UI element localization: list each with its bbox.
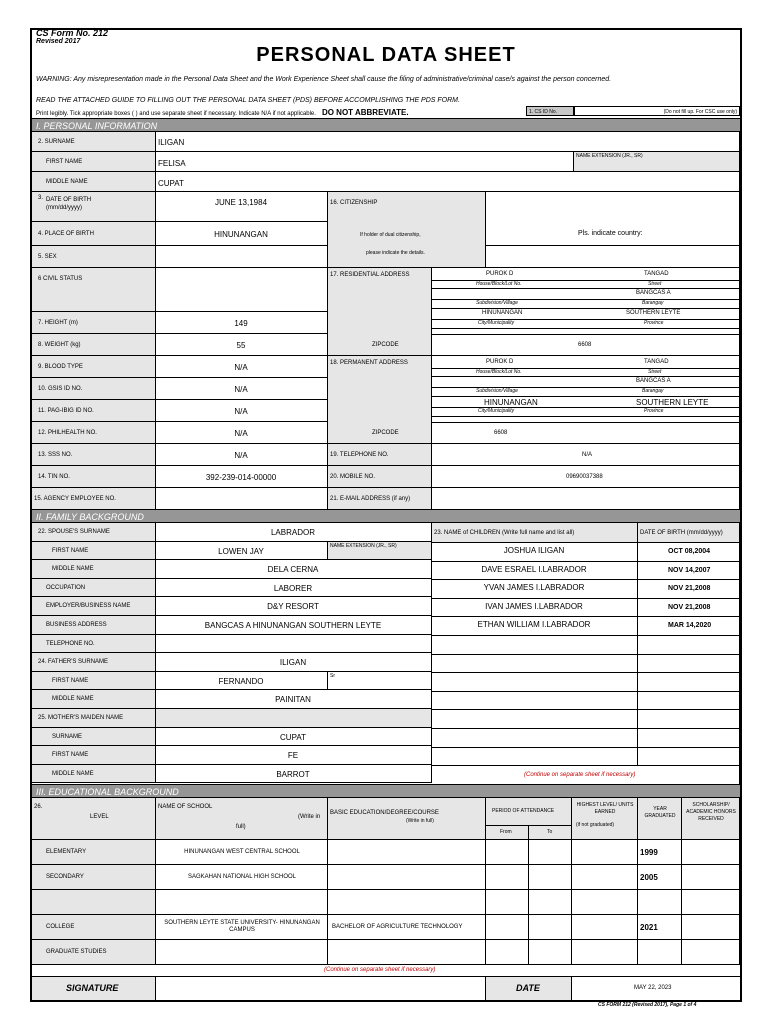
mother-maiden-name-label: 25. MOTHER'S MAIDEN NAME — [38, 715, 124, 721]
spouse-first-name-field[interactable] — [156, 542, 328, 561]
height-label-cell: 7. HEIGHT (m) — [32, 312, 156, 334]
spouse-business-address-field[interactable] — [156, 616, 432, 635]
child-name: YVAN JAMES I.LABRADOR — [483, 583, 585, 593]
edu-to-field[interactable] — [529, 940, 572, 965]
edu-highest-header: HIGHEST LEVEL/ UNITS EARNED (if not graduated) — [572, 798, 638, 840]
edu-to-field[interactable] — [529, 915, 572, 940]
mother-maiden-name-field — [156, 709, 432, 728]
pagibig-field[interactable]: N/A — [156, 400, 328, 422]
edu-school: HINUNANGAN WEST CENTRAL SCHOOL — [184, 849, 300, 855]
edu-from-field[interactable] — [486, 940, 529, 965]
mother-middle-name-field[interactable] — [156, 765, 432, 784]
edu-level: GRADUATE STUDIES — [46, 949, 107, 955]
residential-address-label-cell: 17. RESIDENTIAL ADDRESS — [328, 268, 432, 356]
pob-label-cell: 4. PLACE OF BIRTH — [32, 222, 156, 246]
child-name-field[interactable] — [432, 543, 638, 562]
mother-surname-label-cell — [32, 728, 156, 747]
edu-level-header: 26. LEVEL — [32, 798, 156, 840]
edu-school-field[interactable] — [156, 915, 328, 940]
email-field[interactable] — [432, 488, 740, 510]
edu-level: ELEMENTARY — [46, 849, 87, 855]
edu-level-cell — [32, 840, 156, 865]
spouse-surname-label-cell — [32, 523, 156, 542]
edu-honors-field[interactable] — [682, 915, 740, 940]
child-dob-field[interactable] — [638, 655, 740, 674]
spouse-telephone-field — [156, 635, 432, 654]
father-name-extension-field[interactable] — [328, 672, 432, 691]
edu-highest-field[interactable] — [572, 940, 638, 965]
spouse-first-name-value: LOWEN JAY — [218, 546, 264, 556]
spouse-name-extension-field[interactable] — [328, 542, 432, 561]
edu-level-cell — [32, 940, 156, 965]
edu-highest-field[interactable] — [572, 915, 638, 940]
spouse-surname-value: LABRADOR — [270, 528, 315, 537]
spouse-employer-label-cell — [32, 597, 156, 616]
edu-level-cell — [32, 865, 156, 890]
name-extension-field[interactable]: NAME EXTENSION (JR., SR) — [574, 152, 740, 172]
child-name: DAVE ESRAEL I.LABRADOR — [481, 564, 587, 574]
child-name-field[interactable] — [432, 617, 638, 636]
edu-to-field[interactable] — [529, 865, 572, 890]
edu-period-header: PERIOD OF ATTENDANCE — [486, 798, 572, 826]
spouse-middle-name-field[interactable] — [156, 560, 432, 579]
edu-course-header: BASIC EDUCATION/DEGREE/COURSE (Write in full) — [328, 798, 486, 840]
telephone-field[interactable]: N/A — [432, 444, 740, 466]
email-label-cell: 21. E-MAIL ADDRESS (if any) — [328, 488, 432, 510]
edu-year-field[interactable] — [638, 915, 682, 940]
edu-school: SAGKAHAN NATIONAL HIGH SCHOOL — [187, 874, 297, 880]
child-name-field[interactable] — [432, 580, 638, 599]
child-dob-field[interactable] — [638, 748, 740, 767]
civil-status-label-cell: 6 CIVIL STATUS — [32, 268, 156, 312]
permanent-address-field[interactable]: PUROK D TANGAD House/Block/Lot No. Street BANGCAS A Subdivision/Village Barangay HINUNANGAN SOUTHERN LEYTE City/Municipality Province 6608 — [432, 356, 740, 444]
edu-to-field[interactable] — [529, 840, 572, 865]
edu-course-field[interactable] — [328, 840, 486, 865]
mother-maiden-name-label-cell — [32, 709, 156, 728]
child-name-field[interactable] — [432, 710, 638, 729]
spouse-first-name-label-cell — [32, 542, 156, 561]
edu-highest-field[interactable] — [572, 890, 638, 915]
res-zipcode-label-cell: ZIPCODE — [328, 334, 432, 356]
dob-field[interactable]: JUNE 13,1984 — [156, 192, 328, 222]
sss-label-cell: 13. SSS NO. — [32, 444, 156, 466]
child-dob-field[interactable] — [638, 580, 740, 599]
spouse-middle-name-label-cell — [32, 560, 156, 579]
pagibig-label-cell: 11. PAG-IBIG ID NO. — [32, 400, 156, 422]
edu-course-field[interactable] — [328, 915, 486, 940]
edu-to-header: To — [529, 826, 572, 840]
form-revision: Revised 2017 — [36, 38, 81, 45]
edu-year-field[interactable] — [638, 840, 682, 865]
child-name-field[interactable] — [432, 729, 638, 748]
sss-field[interactable]: N/A — [156, 444, 328, 466]
mother-surname-field[interactable] — [156, 728, 432, 747]
child-dob-field[interactable] — [638, 617, 740, 636]
edu-school-header: NAME OF SCHOOL (Write in full) — [156, 798, 328, 840]
father-surname-label-cell — [32, 653, 156, 672]
father-first-name-value: FERNANDO — [218, 676, 264, 686]
child-dob-field[interactable] — [638, 543, 740, 562]
edu-highest-field[interactable] — [572, 865, 638, 890]
blood-type-field[interactable]: N/A — [156, 356, 328, 378]
warning-text: WARNING: Any misrepresentation made in the Personal Data Sheet and the Work Experience Sheet shall cause the filing of administrative/criminal case/s against the person concerned. — [36, 76, 612, 83]
gsis-field[interactable]: N/A — [156, 378, 328, 400]
mother-middle-name-value: BARROT — [276, 769, 310, 779]
father-first-name-field[interactable] — [156, 672, 328, 691]
edu-level: COLLEGE — [46, 924, 75, 930]
edu-course-field[interactable] — [328, 940, 486, 965]
child-dob-field[interactable] — [638, 729, 740, 748]
child-dob-header: DATE OF BIRTH (mm/dd/yyyy) — [638, 523, 740, 543]
child-dob: MAR 14,2020 — [668, 622, 712, 630]
child-dob-field[interactable] — [638, 636, 740, 655]
father-surname-value: ILIGAN — [279, 658, 307, 668]
child-name: JOSHUA ILIGAN — [503, 546, 565, 555]
page-footer-note: CS FORM 212 (Revised 2017), Page 1 of 4 — [598, 1002, 697, 1008]
edu-course: BACHELOR OF AGRICULTURE TECHNOLOGY — [332, 924, 463, 930]
edu-level-cell — [32, 915, 156, 940]
civil-status-field[interactable] — [156, 268, 328, 312]
edu-honors-field[interactable] — [682, 865, 740, 890]
edu-course-field[interactable] — [328, 890, 486, 915]
sex-field[interactable] — [156, 246, 328, 268]
spouse-occupation-value: LABORER — [273, 583, 313, 593]
edu-school-field[interactable] — [156, 865, 328, 890]
edu-honors-header: SCHOLARSHIP/ ACADEMIC HONORS RECEIVED — [682, 798, 740, 840]
tin-label-cell: 14. TIN NO. — [32, 466, 156, 488]
child-name-field[interactable] — [432, 748, 638, 767]
edu-from-field[interactable] — [486, 890, 529, 915]
mother-middle-name-label-cell — [32, 765, 156, 784]
form-number: CS Form No. 212 — [36, 28, 109, 38]
child-dob: NOV 14,2007 — [668, 566, 711, 574]
philhealth-label-cell: 12. PHILHEALTH NO. — [32, 422, 156, 444]
surname-label-cell: 2. SURNAME — [32, 132, 156, 152]
father-surname-label: 24. FATHER'S SURNAME — [38, 659, 109, 666]
signature-label-cell: SIGNATURE — [32, 977, 156, 1001]
print-note: Print legibly. Tick appropriate boxes ( ) and use separate sheet if necessary. Indicate N/A if not applicable. DO NOT ABBREVIATE. — [36, 108, 409, 117]
date-field[interactable]: MAY 22, 2023 — [572, 977, 740, 1001]
child-dob-field[interactable] — [638, 710, 740, 729]
date-label-cell: DATE — [486, 977, 572, 1001]
residential-address-field[interactable]: PUROK D TANGAD House/Block/Lot No. Street BANGCAS A Subdivision/Village Barangay HINUNANGAN SOUTHERN LEYTE City/Municipality Province 6608 — [432, 268, 740, 356]
edu-highest-field[interactable] — [572, 840, 638, 865]
section-educational-background: III. EDUCATIONAL BACKGROUND — [32, 784, 740, 798]
sex-label-cell: 5. SEX — [32, 246, 156, 268]
csc-use-note: (Do not fill up. For CSC use only) — [574, 106, 740, 116]
edu-honors-field[interactable] — [682, 840, 740, 865]
father-middle-name-field[interactable] — [156, 690, 432, 709]
mother-first-name-field[interactable] — [156, 746, 432, 765]
spouse-first-name-label: FIRST NAME — [52, 547, 89, 554]
edu-from-field[interactable] — [486, 840, 529, 865]
child-name: ETHAN WILLIAM I.LABRADOR — [477, 620, 591, 630]
child-dob-field[interactable] — [638, 692, 740, 711]
middle-name-label-cell: MIDDLE NAME — [32, 172, 156, 192]
first-name-field[interactable]: FELISA — [156, 152, 574, 172]
edu-year-field[interactable] — [638, 890, 682, 915]
personal-data-sheet-form — [30, 28, 742, 1002]
edu-continue-row: (Continue on separate sheet if necessary) — [32, 965, 740, 977]
spouse-surname-field[interactable] — [156, 523, 432, 542]
dual-citizenship-country-field[interactable] — [486, 246, 740, 268]
edu-year-field[interactable] — [638, 865, 682, 890]
child-dob-field[interactable] — [638, 562, 740, 581]
mother-first-name-value: FE — [287, 751, 299, 761]
mother-first-name-label: FIRST NAME — [52, 752, 89, 759]
father-first-name-label: FIRST NAME — [52, 677, 89, 684]
edu-level-cell — [32, 890, 156, 915]
father-middle-name-label-cell — [32, 690, 156, 709]
edu-year-header: YEAR GRADUATED — [638, 798, 682, 840]
spouse-surname-label: 22. SPOUSE'S SURNAME — [38, 529, 110, 535]
mother-first-name-label-cell — [32, 746, 156, 765]
agency-employee-label-cell: 15. AGENCY EMPLOYEE NO. — [32, 488, 156, 510]
tin-field[interactable]: 392-239-014-00000 — [156, 466, 328, 488]
spouse-name-extension-label: NAME EXTENSION (JR., SR) — [330, 542, 397, 549]
spouse-occupation-label-cell — [32, 579, 156, 598]
mother-middle-name-label: MIDDLE NAME — [52, 770, 94, 777]
permanent-address-label-cell: 18. PERMANENT ADDRESS — [328, 356, 432, 444]
mobile-field[interactable]: 09690037388 — [432, 466, 740, 488]
edu-school-field[interactable] — [156, 890, 328, 915]
child-dob: NOV 21,2008 — [668, 585, 711, 593]
child-name-field[interactable] — [432, 636, 638, 655]
child-name-field[interactable] — [432, 599, 638, 618]
children-continue-note: (Continue on separate sheet if necessary) — [524, 772, 636, 779]
section-family-background: II. FAMILY BACKGROUND — [32, 509, 740, 523]
page-title: PERSONAL DATA SHEET — [256, 44, 516, 66]
telephone-label-cell: 19. TELEPHONE NO. — [328, 444, 432, 466]
edu-from-field[interactable] — [486, 915, 529, 940]
spouse-employer-label: EMPLOYER/BUSINESS NAME — [46, 603, 131, 610]
child-dob: NOV 21,2008 — [668, 603, 711, 611]
height-field[interactable]: 149 — [156, 312, 328, 334]
first-name-label-cell: FIRST NAME — [32, 152, 156, 172]
child-name-field[interactable] — [432, 673, 638, 692]
spouse-middle-name-value: DELA CERNA — [267, 565, 319, 575]
signature-field[interactable] — [156, 977, 486, 1001]
mother-surname-value: CUPAT — [280, 732, 306, 742]
pob-field[interactable]: HINUNANGAN — [156, 222, 328, 246]
child-dob-field[interactable] — [638, 673, 740, 692]
weight-field[interactable]: 55 — [156, 334, 328, 356]
edu-from-header: From — [486, 826, 529, 840]
father-middle-name-label: MIDDLE NAME — [52, 696, 94, 703]
blood-type-label-cell: 9. BLOOD TYPE — [32, 356, 156, 378]
edu-year: 2005 — [640, 873, 658, 882]
no-abbrev-note: DO NOT ABBREVIATE. — [321, 108, 409, 117]
child-dob: OCT 08,2004 — [668, 548, 711, 555]
spouse-telephone-label-cell — [32, 635, 156, 654]
child-name-field[interactable] — [432, 562, 638, 581]
spouse-employer-field[interactable] — [156, 597, 432, 616]
perm-zipcode-label-cell: ZIPCODE — [328, 422, 432, 444]
middle-name-field[interactable]: CUPAT — [156, 172, 740, 192]
child-dob-field[interactable] — [638, 599, 740, 618]
spouse-telephone-label: TELEPHONE NO. — [46, 640, 95, 647]
mobile-label-cell: 20. MOBILE NO. — [328, 466, 432, 488]
father-name-extension-value: Sr — [330, 672, 335, 679]
weight-label-cell: 8. WEIGHT (kg) — [32, 334, 156, 356]
child-name-field[interactable] — [432, 655, 638, 674]
spouse-business-address-value: BANGCAS A HINUNANGAN SOUTHERN LEYTE — [204, 621, 382, 630]
guide-text: READ THE ATTACHED GUIDE TO FILLING OUT THE PERSONAL DATA SHEET (PDS) BEFORE ACCOMPLISHING THE PDS FORM. — [36, 97, 460, 104]
child-name: IVAN JAMES I.LABRADOR — [485, 601, 583, 611]
cs-id-label: 1. CS ID No. — [526, 106, 574, 116]
children-header: 23. NAME of CHILDREN (Write full name and list all) — [432, 523, 638, 543]
edu-year-field[interactable] — [638, 940, 682, 965]
edu-from-field[interactable] — [486, 865, 529, 890]
edu-year: 1999 — [640, 848, 658, 857]
gsis-label-cell: 10. GSIS ID NO. — [32, 378, 156, 400]
edu-level: SECONDARY — [46, 874, 84, 880]
spouse-business-address-label: BUSINESS ADDRESS — [46, 622, 107, 628]
spouse-employer-value: D&Y RESORT — [267, 602, 319, 612]
father-surname-field[interactable] — [156, 653, 432, 672]
agency-employee-field[interactable] — [156, 488, 328, 510]
edu-honors-field[interactable] — [682, 940, 740, 965]
spouse-middle-name-label: MIDDLE NAME — [52, 566, 94, 573]
citizenship-field[interactable]: Pls. indicate country: — [486, 192, 740, 246]
father-first-name-label-cell — [32, 672, 156, 691]
spouse-business-address-label-cell — [32, 616, 156, 635]
edu-year: 2021 — [640, 923, 658, 932]
edu-honors-field[interactable] — [682, 890, 740, 915]
mother-surname-label: SURNAME — [52, 733, 83, 740]
philhealth-field[interactable]: N/A — [156, 422, 328, 444]
edu-school-field[interactable] — [156, 940, 328, 965]
citizenship-label-cell: 16. CITIZENSHIP If holder of dual citizenship, please indicate the details. — [328, 192, 486, 268]
child-name-field[interactable] — [432, 692, 638, 711]
child-name-field[interactable] — [432, 766, 740, 785]
spouse-occupation-label: OCCUPATION — [46, 584, 86, 591]
edu-school-field[interactable] — [156, 840, 328, 865]
surname-field[interactable]: ILIGAN — [156, 132, 740, 152]
edu-course-field[interactable] — [328, 865, 486, 890]
father-middle-name-value: PAINITAN — [275, 695, 311, 705]
spouse-occupation-field[interactable] — [156, 579, 432, 598]
edu-to-field[interactable] — [529, 890, 572, 915]
dob-label-cell: 3. DATE OF BIRTH (mm/dd/yyyy) — [32, 192, 156, 222]
edu-school: SOUTHERN LEYTE STATE UNIVERSITY- HINUNANGAN CAMPUS — [164, 920, 320, 933]
section-personal-information: I. PERSONAL INFORMATION — [32, 118, 740, 132]
